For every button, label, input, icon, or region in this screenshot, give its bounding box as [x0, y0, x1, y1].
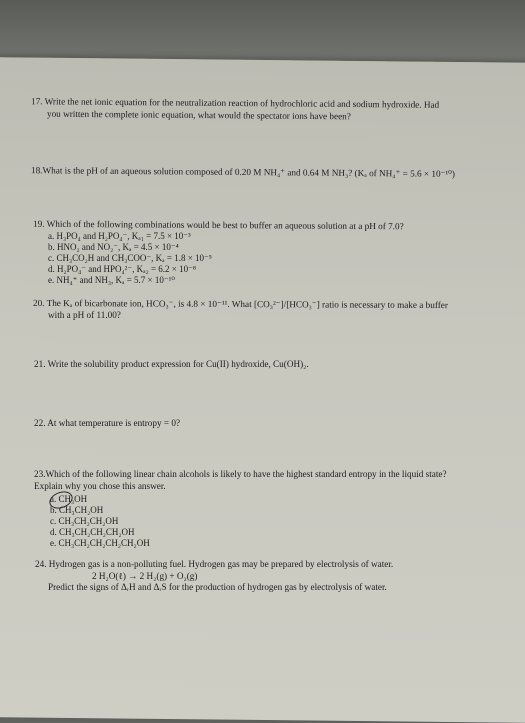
question-21-line-1: 21. Write the solubility product expression for Cu(II) hydroxide, Cu(OH)₂. [34, 359, 309, 369]
worksheet-page [0, 57, 525, 723]
question-23-option-c: c. CH₃CH₂CH₂OH [50, 516, 119, 526]
question-19-option-c: c. CH₃CO₂H and CH₃COO⁻, Kₐ = 1.8 × 10⁻⁵ [48, 253, 212, 263]
question-19-option-d: d. H₂PO₄⁻ and HPO₄²⁻, Kₐ₂ = 6.2 × 10⁻⁸ [48, 264, 197, 274]
question-23-option-d: d. CH₃CH₂CH₂CH₂OH [50, 527, 135, 537]
question-19-option-a: a. H₃PO₄ and H₂PO₄⁻, Kₐ₁ = 7.5 × 10⁻³ [48, 231, 191, 241]
question-24-equation: 2 H₂O(ℓ) → 2 H₂(g) + O₂(g) [92, 571, 198, 581]
question-24-line-3: Predict the signs of ΔᵣH and ΔᵣS for the production of hydrogen gas by electrolysis of water. [48, 582, 387, 592]
question-24-line-1: 24. Hydrogen gas is a non-polluting fuel. Hydrogen gas may be prepared by electrolysis of water. [35, 559, 394, 569]
question-18-line-1: 18.What is the pH of an aqueous solution composed of 0.20 M NH₄⁺ and 0.64 M NH₃? (Kₐ of NH₄⁺ = 5.6 × 10⁻¹⁰) [30, 165, 455, 179]
question-17-line-2: you written the complete ionic equation, what would the spectator ions have been? [46, 108, 351, 122]
question-20-line-2: with a pH of 11.00? [48, 310, 121, 320]
question-19-option-e: e. NH₄⁺ and NH₃, Kₐ = 5.7 × 10⁻¹⁰ [48, 275, 175, 285]
question-20-line-1: 20. The Kₐ of bicarbonate ion, HCO₃⁻, is 4.8 × 10⁻¹¹. What [CO₃²⁻]/[HCO₃⁻] ratio is necessary to make a buffer [32, 297, 448, 311]
question-22-line-1: 22. At what temperature is entropy = 0? [34, 418, 181, 428]
question-17-line-1: 17. Write the net ionic equation for the neutralization reaction of hydrochloric acid and sodium hydroxide. Had [30, 96, 440, 110]
question-23-line-2: Explain why you chose this answer. [34, 481, 166, 491]
question-23-option-a: a. CH₃OH [50, 494, 88, 504]
question-19-option-b: b. HNO₂ and NO₂⁻, Kₐ = 4.5 × 10⁻⁴ [48, 242, 179, 252]
question-23-option-e: e. CH₃CH₂CH₂CH₂CH₂OH [50, 538, 150, 548]
question-23-line-1: 23.Which of the following linear chain alcohols is likely to have the highest standard entropy in the liquid state? [34, 469, 447, 479]
question-23-option-b: b. CH₃CH₂OH [50, 505, 104, 515]
question-19-line-1: 19. Which of the following combinations would be best to buffer an aqueous solution at a pH of 7.0? [32, 218, 404, 232]
